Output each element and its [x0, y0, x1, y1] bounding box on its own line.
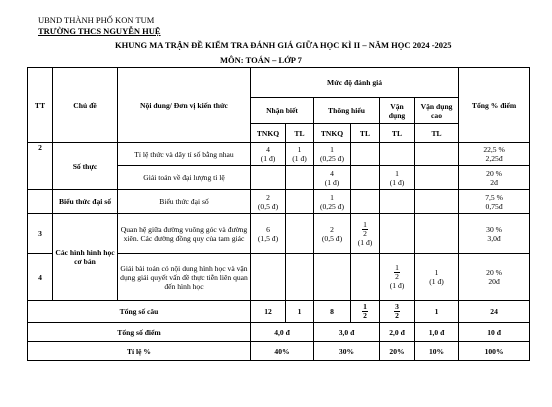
count-vd: [380, 301, 415, 323]
col-total: Tổng % điểm: [459, 68, 530, 143]
cell-vdc-tl: 1 (1 đ): [415, 254, 459, 301]
cell-nb-tnkq: 2 (0,5 đ): [251, 190, 286, 214]
cell-vd-tl: [380, 190, 415, 214]
table-row: [28, 190, 530, 214]
cell-nb-tnkq: [251, 166, 286, 190]
table-row: [28, 214, 530, 254]
points-vdc: 1,0 đ: [415, 323, 459, 342]
points-total: 10 đ: [459, 323, 530, 342]
points-vd: 2,0 đ: [380, 323, 415, 342]
summary-row-count: [28, 301, 530, 323]
row-topic: Biểu thức đại số: [53, 190, 118, 214]
points-nb: 4,0 đ: [251, 323, 314, 342]
row-topic: Các hình hình học cơ bản: [53, 214, 118, 301]
count-total: 24: [459, 301, 530, 323]
col-vd-tl: TL: [380, 124, 415, 143]
pct-th: 30%: [314, 342, 380, 361]
cell-vd-tl: 1 (1 đ): [380, 166, 415, 190]
cell-total: 20 % 20đ: [459, 254, 530, 301]
cell-vd-tl: $\frac{1}{2}$ (1 đ): [380, 254, 415, 301]
cell-nb-tnkq: 6 (1,5 đ): [251, 214, 286, 254]
cell-nb-tl: [286, 214, 314, 254]
cell-th-tnkq: 1 (0,25 đ): [314, 143, 351, 166]
row-tt: 4: [28, 254, 53, 301]
fraction: $\frac{1}{2}$: [363, 302, 367, 320]
cell-th-tl: [351, 190, 380, 214]
row-tt: 2: [28, 143, 53, 190]
count-vdc: 1: [415, 301, 459, 323]
points-th: 3,0 đ: [314, 323, 380, 342]
cell-vdc-tl: [415, 166, 459, 190]
cell-total: 7,5 % 0,75đ: [459, 190, 530, 214]
row-content: Biểu thức đại số: [118, 190, 251, 214]
cell-nb-tnkq: 4 (1 đ): [251, 143, 286, 166]
col-level: Mức độ đánh giá: [251, 68, 459, 98]
count-nb-tl: 1: [286, 301, 314, 323]
row-topic: Số thực: [53, 143, 118, 190]
fraction: $\frac{1}{2}$: [363, 219, 367, 238]
school-name: TRƯỜNG THCS NGUYỄN HUỆ: [38, 26, 161, 36]
count-th-tl: [351, 301, 380, 323]
cell-nb-tl: [286, 254, 314, 301]
cell-th-tnkq: 1 (0,25 đ): [314, 190, 351, 214]
cell-total: 30 % 3,0đ: [459, 214, 530, 254]
document-title: KHUNG MA TRẬN ĐỀ KIỂM TRA ĐÁNH GIÁ GIỮA HỌC KÌ II – NĂM HỌC 2024 -2025: [115, 40, 452, 50]
col-vdc-tl: TL: [415, 124, 459, 143]
summary-row-ratio: [28, 342, 530, 361]
col-thong-hieu: Thông hiểu: [314, 98, 380, 124]
col-nb-tnkq: TNKQ: [251, 124, 286, 143]
col-tt: TT: [28, 68, 53, 143]
row-tt: 3: [28, 214, 53, 254]
col-van-dung-cao: Vận dụng cao: [415, 98, 459, 124]
cell-nb-tnkq: [251, 254, 286, 301]
cell-th-tl: [351, 254, 380, 301]
col-nb-tl: TL: [286, 124, 314, 143]
assessment-matrix-table: [27, 67, 530, 361]
cell-vdc-tl: [415, 143, 459, 166]
col-th-tnkq: TNKQ: [314, 124, 351, 143]
summary-count-label: Tổng số câu: [28, 301, 251, 323]
summary-row-points: [28, 323, 530, 342]
cell-nb-tl: [286, 190, 314, 214]
subject-title: MÔN: TOÁN – LỚP 7: [220, 55, 302, 65]
col-topic: Chủ đề: [53, 68, 118, 143]
cell-total: 22,5 % 2,25đ: [459, 143, 530, 166]
col-nhan-biet: Nhận biết: [251, 98, 314, 124]
cell-vd-tl: [380, 143, 415, 166]
summary-points-label: Tổng số điểm: [28, 323, 251, 342]
table-row: [28, 143, 530, 166]
pct-vdc: 10%: [415, 342, 459, 361]
fraction: $\frac{1}{2}$: [395, 263, 399, 281]
count-th-tnkq: 8: [314, 301, 351, 323]
summary-ratio-label: Tỉ lệ %: [28, 342, 251, 361]
cell-th-tnkq: 2 (0,5 đ): [314, 214, 351, 254]
cell-nb-tl: 1 (1 đ): [286, 143, 314, 166]
cell-th-tl: [351, 166, 380, 190]
col-content: Nội dung/ Đơn vị kiến thức: [118, 68, 251, 143]
pct-total: 100%: [459, 342, 530, 361]
col-th-tl: TL: [351, 124, 380, 143]
cell-th-tnkq: 4 (1 đ): [314, 166, 351, 190]
cell-th-tl: $\frac{1}{2}$ (1 đ): [351, 214, 380, 254]
org-name: UBND THÀNH PHỐ KON TUM: [38, 15, 155, 25]
pct-nb: 40%: [251, 342, 314, 361]
row-content: Quan hệ giữa đường vuông góc và đường xiên. Các đường đồng quy của tam giác: [118, 214, 251, 254]
row-content: Giải toán về đại lượng tỉ lệ: [118, 166, 251, 190]
cell-th-tl: [351, 143, 380, 166]
cell-vd-tl: [380, 214, 415, 254]
cell-total: 20 % 2đ: [459, 166, 530, 190]
cell-nb-tl: [286, 166, 314, 190]
pct-vd: 20%: [380, 342, 415, 361]
cell-vdc-tl: [415, 190, 459, 214]
row-content: Giải bài toán có nội dung hình học và vận dụng giải quyết vấn đề thực tiễn liên quan đến hình học: [118, 254, 251, 301]
row-content: Tỉ lệ thức và dãy tỉ số bằng nhau: [118, 143, 251, 166]
count-nb-tnkq: 12: [251, 301, 286, 323]
fraction: $\frac{3}{2}$: [395, 302, 399, 320]
row-tt: [28, 190, 53, 214]
col-van-dung: Vận dụng: [380, 98, 415, 124]
cell-th-tnkq: [314, 254, 351, 301]
cell-vdc-tl: [415, 214, 459, 254]
